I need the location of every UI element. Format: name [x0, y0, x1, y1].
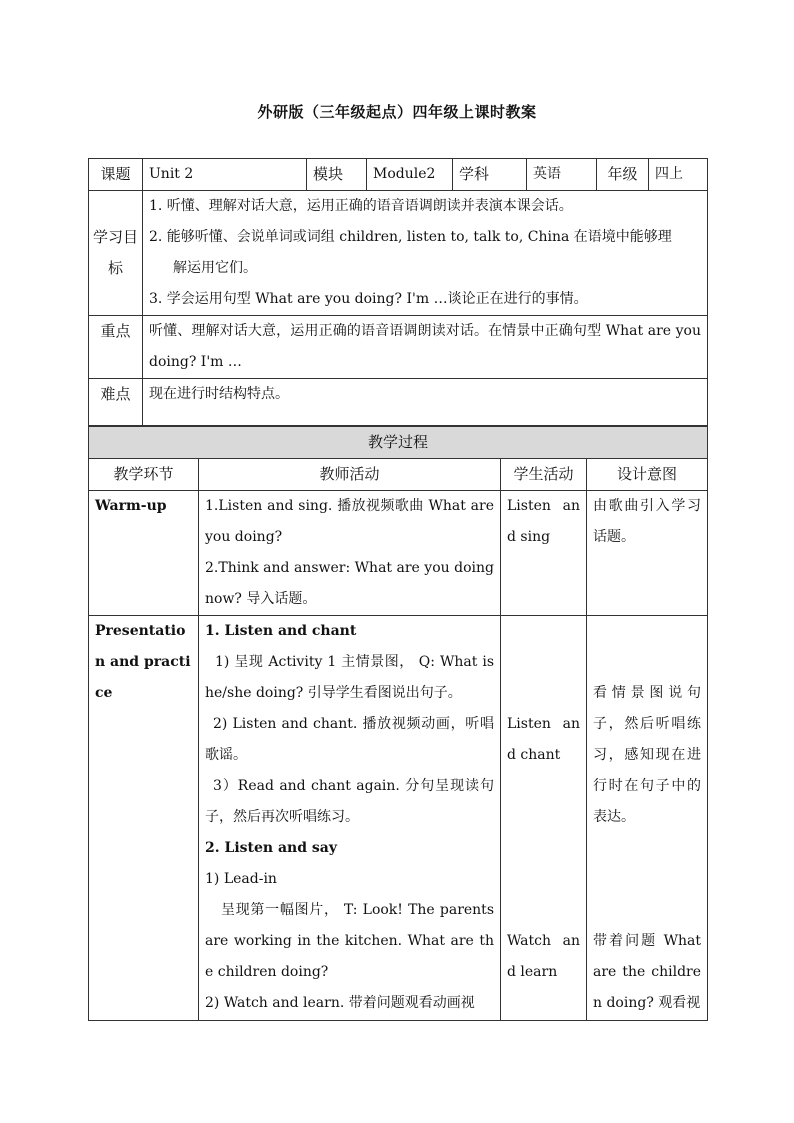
- process-table: [88, 426, 708, 1021]
- teacher-pres-5: 2. Listen and say: [205, 840, 337, 856]
- topic-value: Unit 2: [143, 159, 307, 191]
- subject-value: 英语: [527, 159, 597, 191]
- intent-presentation: [587, 616, 708, 1021]
- goal-item-2-cont: 解运用它们。: [173, 260, 257, 276]
- lesson-info-table: [88, 158, 708, 426]
- student-pres-2: Watch and learn: [507, 933, 580, 980]
- key-label: 重点: [89, 316, 143, 379]
- teacher-pres-4: 3）Read and chant again. 分句呈现读句子，然后再次听唱练习。: [205, 778, 494, 825]
- teacher-warmup-1: 1.Listen and sing. 播放视频歌曲 What are you doing?: [205, 498, 494, 545]
- module-value: Module2: [367, 159, 453, 191]
- document-title: 外研版（三年级起点）四年级上课时教案: [257, 103, 537, 121]
- teacher-presentation: [199, 616, 501, 1021]
- goal-item-1: 1. 听懂、理解对话大意，运用正确的语音语调朗读并表演本课会话。: [149, 198, 573, 214]
- student-pres-1: Listen and chant: [507, 716, 580, 763]
- intent-pres-1: 看情景图说句子，然后听唱练习，感知现在进行时在句子中的表达。: [593, 685, 702, 825]
- difficult-label: 难点: [89, 379, 143, 426]
- col-intent: 设计意图: [587, 459, 708, 491]
- goal-item-2: 2. 能够听懂、会说单词或词组 children, listen to, talk to, China 在语境中能够理: [149, 229, 672, 245]
- teacher-warmup: [199, 491, 501, 616]
- goal-item-3: 3. 学会运用句型 What are you doing? I'm …谈论正在进行的事情。: [149, 291, 588, 307]
- key-value: 听懂、理解对话大意，运用正确的语音语调朗读对话。在情景中正确句型 What are you doing? I'm …: [143, 316, 708, 379]
- col-teacher: 教师活动: [199, 459, 501, 491]
- teacher-pres-3: 2) Listen and chant. 播放视频动画，听唱歌谣。: [205, 716, 494, 763]
- teacher-pres-1: 1. Listen and chant: [205, 623, 357, 639]
- student-warmup: Listen and sing: [501, 491, 587, 616]
- teacher-pres-8: 2) Watch and learn. 带着问题观看动画视: [205, 995, 475, 1011]
- student-presentation: [501, 616, 587, 1021]
- teacher-warmup-2: 2.Think and answer: What are you doing now? 导入话题。: [205, 560, 494, 607]
- module-label: 模块: [307, 159, 367, 191]
- grade-value: 四上: [649, 159, 708, 191]
- col-student: 学生活动: [501, 459, 587, 491]
- process-header: 教学过程: [89, 427, 708, 459]
- difficult-value: 现在进行时结构特点。: [143, 379, 708, 426]
- col-stage: 教学环节: [89, 459, 199, 491]
- grade-label: 年级: [597, 159, 649, 191]
- goals-label: 学习目标: [89, 191, 143, 316]
- teacher-pres-6: 1) Lead-in: [205, 871, 277, 887]
- teacher-pres-2: 1) 呈现 Activity 1 主情景图， Q: What is he/she doing? 引导学生看图说出句子。: [205, 654, 494, 701]
- intent-pres-2: 带着问题 What are the children doing? 观看视: [593, 933, 702, 1011]
- teacher-pres-7: 呈现第一幅图片， T: Look! The parents are working in the kitchen. What are the children doing?: [205, 902, 494, 980]
- goals-cell: [143, 191, 708, 316]
- stage-warmup: Warm-up: [89, 491, 199, 616]
- subject-label: 学科: [453, 159, 527, 191]
- topic-label: 课题: [89, 159, 143, 191]
- stage-presentation: Presentation and practice: [89, 616, 199, 1021]
- intent-warmup: 由歌曲引入学习话题。: [587, 491, 708, 616]
